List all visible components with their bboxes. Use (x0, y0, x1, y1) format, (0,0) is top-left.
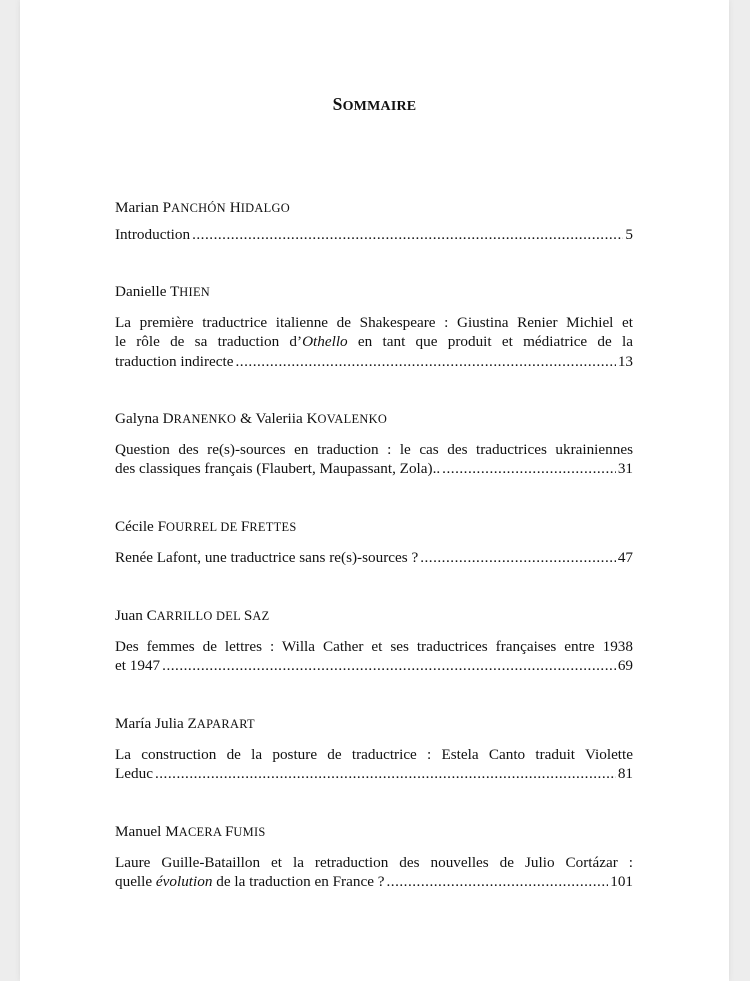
dot-leader (442, 459, 616, 479)
dot-leader (155, 764, 616, 784)
entry-author: Danielle THIEN (115, 283, 211, 300)
toc-entry (115, 822, 633, 892)
entry-author: Juan CARRILLO DEL SAZ (115, 607, 270, 624)
page-number: 101 (610, 873, 633, 890)
entry-author: María Julia ZAPARART (115, 715, 255, 732)
entry-title: des classiques français (Flaubert, Maupassant, Zola).. (115, 460, 441, 477)
entry-author: Manuel MACERA FUMIS (115, 823, 266, 840)
entry-title: Introduction (115, 225, 191, 243)
entry-title-line: La première traductrice italienne de Shakespeare : Giustina Renier Michiel et (115, 313, 633, 331)
entry-author: Marian PANCHÓN HIDALGO (115, 199, 290, 216)
entry-author: Galyna DRANENKO & Valeriia KOVALENKO (115, 410, 388, 427)
dot-leader (162, 656, 616, 676)
page-title: SOMMAIRE (332, 94, 417, 114)
toc-entry (115, 409, 633, 479)
toc-link-fourrel[interactable] (115, 548, 633, 568)
page-number: 47 (617, 548, 633, 566)
toc-link-thien[interactable] (115, 352, 633, 372)
page-number: 69 (617, 657, 633, 674)
entry-title: quelle évolution de la traduction en France ? (115, 873, 385, 890)
page-number: 81 (617, 765, 633, 782)
page-number: 5 (625, 225, 633, 243)
document-page (20, 0, 729, 981)
entry-title: Renée Lafont, une traductrice sans re(s)-sources ? (115, 548, 419, 566)
toc-link-carrillo[interactable] (115, 656, 633, 676)
dot-leader (236, 352, 616, 372)
page-number: 13 (617, 352, 633, 370)
toc-link-introduction[interactable] (115, 225, 633, 245)
toc-entry (115, 606, 633, 676)
page-number: 31 (617, 460, 633, 477)
entry-author: Cécile FOURREL DE FRETTES (115, 518, 297, 535)
entry-title-line: La construction de la posture de traductrice : Estela Canto traduit Violette (115, 745, 633, 763)
entry-title: et 1947 (115, 657, 161, 674)
dot-leader (192, 225, 623, 245)
entry-title: Leduc (115, 765, 153, 782)
toc-link-dranenko[interactable] (115, 459, 633, 479)
dot-leader (386, 872, 608, 892)
entry-title-line: Laure Guille-Bataillon et la retraduction des nouvelles de Julio Cortázar : (115, 853, 633, 871)
toc-entry (115, 517, 633, 567)
dot-leader (420, 548, 616, 568)
entry-title: traduction indirecte (115, 352, 234, 370)
toc-entry (115, 714, 633, 784)
entry-title-line: Des femmes de lettres : Willa Cather et ses traductrices françaises entre 1938 (115, 637, 633, 655)
toc-link-zaparart[interactable] (115, 764, 633, 784)
entry-title-line: le rôle de sa traduction d’Othello en tant que produit et médiatrice de la (115, 333, 633, 350)
toc-entry (115, 282, 633, 371)
toc-entry (115, 198, 633, 244)
entry-title-line: Question des re(s)-sources en traduction : le cas des traductrices ukrainiennes (115, 440, 633, 458)
toc-link-macera[interactable] (115, 872, 633, 892)
